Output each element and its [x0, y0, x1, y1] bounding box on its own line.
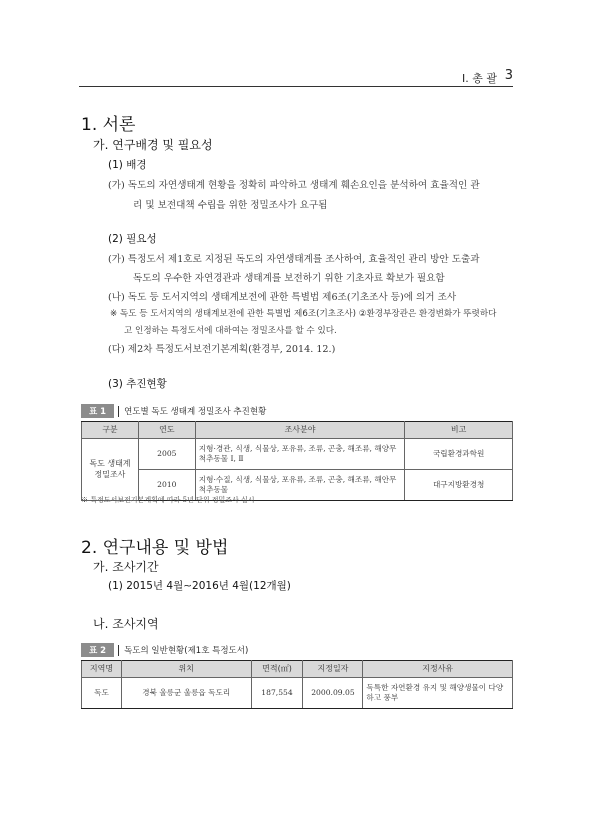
- section-2-title: 2. 연구내용 및 방법: [81, 538, 229, 558]
- chapter-label: Ⅰ. 총 괄: [462, 72, 497, 85]
- survey-period: (1) 2015년 4월∼2016년 4월(12개월): [108, 580, 291, 592]
- region-name-cell: 독도: [82, 678, 122, 709]
- designation-reason-cell: 독특한 자연환경 유지 및 해양생물이 다양하고 풍부: [363, 678, 513, 709]
- table-1-header: 구분: [82, 422, 139, 439]
- section-1-title: 1. 서론: [81, 115, 136, 135]
- table-1-title: 연도별 독도 생태계 정밀조사 추진현황: [124, 407, 267, 417]
- necessity-item-da: (다) 제2차 특정도서보전기본계획(환경부, 2014. 12.): [108, 344, 336, 355]
- table-1-header: 연도: [138, 422, 195, 439]
- necessity-item-ga-line1: (가) 특정도서 제1호로 지정된 독도의 자연생태계를 조사하여, 효율적인 관리 방안 도출과: [108, 254, 480, 265]
- table-2-header: 지정일자: [303, 661, 363, 678]
- background-heading: (1) 배경: [108, 159, 147, 171]
- section-2-sub-ga: 가. 조사기간: [93, 560, 159, 574]
- page-number: 3: [504, 68, 513, 83]
- table-row: [82, 678, 513, 709]
- remark-cell: 대구지방환경청: [405, 470, 513, 501]
- table-1-header: 조사분야: [195, 422, 404, 439]
- necessity-item-ga-line2: 독도의 우수한 자연경관과 생태계를 보전하기 위한 기초자료 확보가 필요함: [133, 273, 445, 284]
- year-cell: 2005: [138, 439, 195, 470]
- table-1: [81, 421, 513, 501]
- law-note-line1: ※ 독도 등 도서지역의 생태계보전에 관한 특별법 제6조(기초조사) ②환경부장관은 환경변화가 뚜렷하다: [110, 309, 497, 319]
- designation-date-cell: 2000.09.05: [303, 678, 363, 709]
- necessity-item-na: (나) 독도 등 도서지역의 생태계보전에 관한 특별법 제6조(기초조사 등)에 의거 조사: [108, 292, 457, 303]
- table-row: [82, 439, 513, 470]
- location-cell: 경북 울릉군 울릉읍 독도리: [121, 678, 251, 709]
- table-2-caption: [81, 643, 248, 657]
- table-2-badge: 표 2: [81, 643, 114, 657]
- area-cell: 187,554: [251, 678, 303, 709]
- progress-heading: (3) 추진현황: [108, 378, 167, 390]
- table-2-header: 면적(㎡): [251, 661, 303, 678]
- law-note-line2: 고 인정하는 특정도서에 대하여는 정밀조사를 할 수 있다.: [124, 326, 337, 336]
- caption-divider: [118, 406, 119, 417]
- running-header: [79, 70, 513, 87]
- table-1-badge: 표 1: [81, 404, 114, 418]
- survey-group-cell: 독도 생태계 정밀조사: [82, 439, 139, 501]
- background-item-ga-line2: 리 및 보전대책 수립을 위한 정밀조사가 요구됨: [133, 200, 328, 211]
- table-2-header: 지정사유: [363, 661, 513, 678]
- table-2-header-row: [82, 661, 513, 678]
- table-1-header-row: [82, 422, 513, 439]
- table-1-header: 비고: [405, 422, 513, 439]
- table-2-header: 지역명: [82, 661, 122, 678]
- necessity-heading: (2) 필요성: [108, 233, 157, 245]
- section-1-subheading: 가. 연구배경 및 필요성: [93, 138, 213, 152]
- year-cell: 2010: [138, 470, 195, 501]
- remark-cell: 국립환경과학원: [405, 439, 513, 470]
- table-2: [81, 660, 513, 709]
- table-1-caption: [81, 404, 266, 418]
- table-1-footnote: ※ 특정도서보전기본계획에 따라 5년 단위 정밀조사 실시: [81, 496, 255, 504]
- field-cell: 지형·수질, 식생, 식물상, 포유류, 조류, 곤충, 해조류, 해안무척추동물: [195, 470, 404, 501]
- field-cell: 지형·경관, 식생, 식물상, 포유류, 조류, 곤충, 해조류, 해양무척추동물 Ⅰ, Ⅱ: [195, 439, 404, 470]
- section-2-sub-na: 나. 조사지역: [93, 617, 159, 631]
- table-2-header: 위치: [121, 661, 251, 678]
- caption-divider: [118, 645, 119, 656]
- background-item-ga-line1: (가) 독도의 자연생태계 현황을 정확히 파악하고 생태계 훼손요인을 분석하여 효율적인 관: [108, 180, 480, 191]
- table-2-title: 독도의 일반현황(제1호 특정도서): [124, 646, 249, 656]
